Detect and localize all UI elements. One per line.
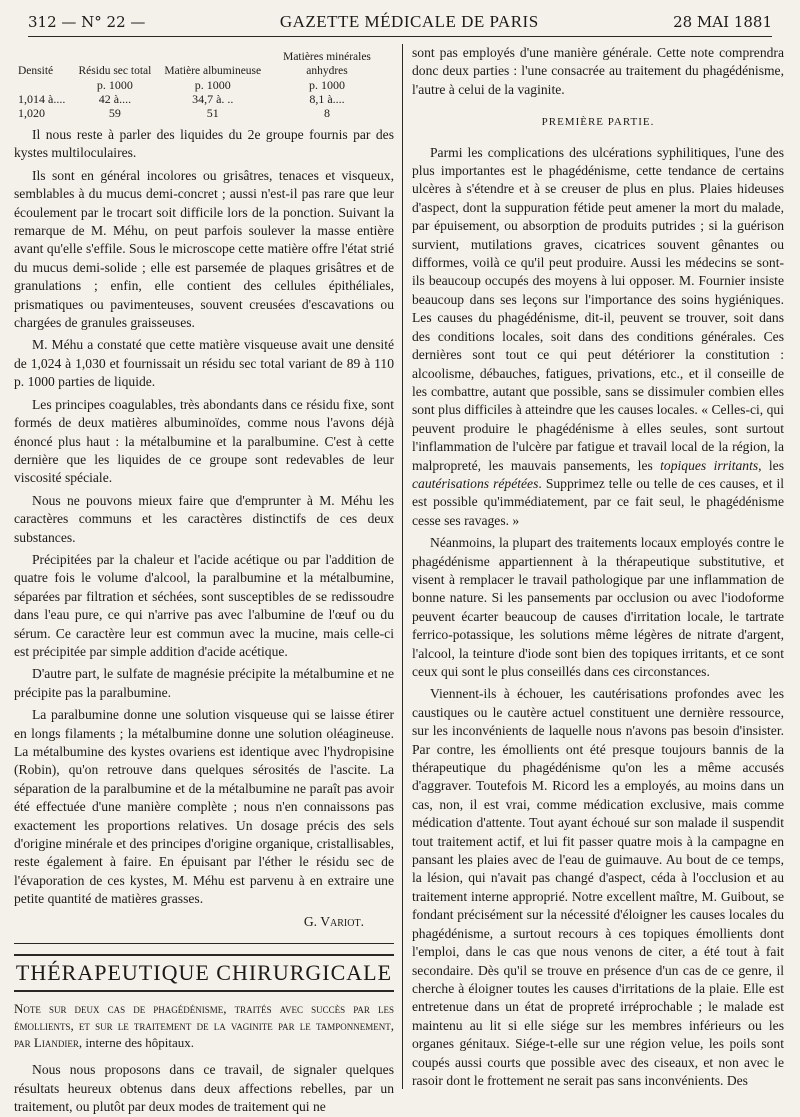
part-heading: PREMIÈRE PARTIE. bbox=[541, 116, 655, 129]
table-header: Résidu sec total bbox=[78, 65, 152, 77]
table-cell: p. 1000 bbox=[194, 78, 231, 92]
body-paragraph: Précipitées par la chaleur et l'acide acétique ou par l'addition de quatre fois le volume d'alcool, la paralbumine et la métalbumine, séparées par filtration et séchées, sont susceptibles de se redissoudre dans l'eau pure, ce qui n'arrive pas avec l'albumine de l'œuf ou du sérum. Ce caractère leur est commun avec la mucine, mais celle-ci est précipitée par simple addition d'acide acétique. bbox=[14, 551, 394, 659]
section-rule bbox=[14, 943, 394, 944]
page-header bbox=[28, 8, 772, 37]
note-suffix: interne des hôpitaux. bbox=[85, 1035, 195, 1051]
table-row bbox=[14, 106, 386, 120]
table-cell: 1,014 à.... bbox=[18, 92, 66, 106]
continuation-paragraph: sont pas employés d'une manière générale. Cette note comprendra donc deux parties : l'une consacrée au traitement du phagédénisme, l'autre à celui de la vaginite. bbox=[412, 45, 784, 97]
italic-term: topiques irritants bbox=[660, 457, 759, 473]
table-header: Densité bbox=[18, 65, 54, 77]
body-paragraph: Il nous reste à parler des liquides du 2e groupe fournis par des kystes multiloculaires. bbox=[14, 127, 394, 161]
intro-paragraph: Nous nous proposons dans ce travail, de signaler quelques résultats heureux obtenus dans deux affections rebelles, par un traitement, ou plutôt par deux modes de traitement qui ne bbox=[14, 1062, 394, 1115]
left-column bbox=[14, 44, 394, 1115]
author-signature: G. Variot. bbox=[303, 913, 364, 929]
issue-date: 28 MAI 1881 bbox=[673, 13, 772, 31]
body-paragraph bbox=[412, 144, 784, 531]
table-header-row bbox=[14, 50, 386, 78]
body-paragraph: D'autre part, le sulfate de magnésie précipite la métalbumine et ne précipite pas la paralbumine. bbox=[14, 666, 394, 700]
table-cell: 42 à.... bbox=[98, 92, 132, 106]
body-paragraph: M. Méhu a constaté que cette matière visqueuse avait une densité de 1,024 à 1,030 et fournissait un résidu sec total variant de 89 à 110 p. 1000 parties de liquide. bbox=[14, 337, 394, 390]
table-cell: 1,020 bbox=[18, 106, 45, 120]
journal-title: GAZETTE MÉDICALE DE PARIS bbox=[279, 12, 539, 31]
paragraph-text: , les bbox=[758, 457, 784, 473]
table-cell: p. 1000 bbox=[309, 78, 345, 92]
column-divider bbox=[402, 44, 403, 1089]
table-cell: p. 1000 bbox=[96, 78, 133, 92]
body-paragraph: Néanmoins, la plupart des traitements locaux employés contre le phagédénisme appartiennent à la thérapeutique substitutive, et visent à remplacer le travail pathologique par une inflammation de bonne nature. Si les pansements par occlusion ou avec l'iodoforme peuvent écarter beaucoup de causes d'irritation locale, le tartrate ferrico-potassique, les solutions même légères de nitrate d'argent, l'alcool, la teinture d'iode sont bien des topiques irritants, et ce sont ceux qui sont le plus conseillés dans ces circonstances. bbox=[412, 535, 784, 679]
note-title: Note sur deux cas de phagédénisme, traités avec succès par les émollients, et sur le traitement de la vaginite par le tamponnement, bbox=[14, 1001, 394, 1034]
table-cell bbox=[14, 78, 72, 92]
body-paragraph: La paralbumine donne une solution visqueuse qui se laisse étirer en longs filaments ; la métalbumine donne une solution oléagineuse. La métalbumine des kystes ovariens est identique avec l'hydropisine (Robin), qu'on retrouve dans quelques sérosités de l'ascite. La séparation de la paralbumine et de la métalbumine ne paraît pas avoir été effectuée d'une manière complète ; nous n'en connaissons pas exactement les proportions relatives. Un dosage précis des sels d'origine minérale et des principes d'origine organique, cristallisables, reste également à faire. En épuisant par l'éther le résidu sec de l'évaporation de ces kystes, M. Méhu est parvenu à en extraire une petite quantité de matières grasses. bbox=[14, 707, 394, 907]
body-paragraph: Viennent-ils à échouer, les cautérisations profondes avec les caustiques ou le cautère actuel constituent une dernière ressource, sur les inconvénients de laquelle nous n'avons pas besoin d'insister. Par contre, les émollients ont été presque toujours bannis de la thérapeutique du phagédénisme qu'on les a même accusés d'aggraver. Toutefois M. Ricord les a employés, au moins dans un cas, non, il est vrai, comme médication exclusive, mais comme médication d'attente. Tout ayant échoué sur son malade il suspendit tout traitement actif, et lui fit passer quatre mois à la campagne en pansant les plaies avec de l'eau de guimauve. Au bout de ce temps, la lésion, qui n'avait pas changé d'aspect, céda à l'occlusion et au traitement interne approprié. Notre excellent maître, M. Guibout, se fondant précisément sur la nécessité d'éloigner les causes locales du phagédénisme, a surtout recours à ces topiques émollients dont l'emploi, dans le cas que nous venons de citer, a été tout à fait secondaire. Dès qu'il se trouve en présence d'un cas de ce genre, il cherche à éloigner toutes les causes d'irritations de la plaie. Elle est entretenue dans un état de propreté irréprochable ; le malade est maintenu au lit si elle siége sur les membres inférieurs ou les organes génitaux. Siége-t-elle sur une région velue, les poils sont coupés aussi courts que possible avec des ciseaux, et non avec le rasoir dont le frottement ne serait pas sans inconvénients. Des bbox=[412, 686, 784, 1088]
body-paragraph: Nous ne pouvons mieux faire que d'emprunter à M. Méhu les caractères communs et les caractères distinctifs de ces deux substances. bbox=[14, 492, 394, 545]
table-cell: 8 bbox=[324, 106, 330, 120]
paragraph-text: Parmi les complications des ulcérations syphilitiques, l'une des plus importantes est le phagédénisme, cette tendance de certains ulcères à s'étendre et à se creuser de plus en plus. Plaies hideuses d'aspect, dont la suppuration fétide peut amener la mort du malade, par épuisement, ou absorption de produits putrides ; si la guérison survient, mutilations graves, cicatrices souvent gênantes ou difformes, voilà ce qu'il peut produire. Aussi les médecins se sont-ils beaucoup occupés des moyens à lui opposer. M. Fournier insiste beaucoup dans ses leçons sur l'importance des soins hygiéniques. Les causes du phagédénisme, dit-il, peuvent se trouver, soit dans des conditions locales, soit dans des conditions générales. Ces dernières sont tout ce qui peut détériorer la constitution : alcoolisme, débauches, fatigues, privations, etc., et il conseille de les combattre, autant que possible, sans se dissimuler combien elles sont plus difficiles à atteindre que les causes locales. « Celles-ci, qui peuvent produire le phagédénisme à elles seules, sont surtout l'inflammation de l'ulcère par fatigue et travail local de la région, la malpropreté, les mauvais pansements, les bbox=[412, 144, 784, 473]
paragraph-text: . Supprimez telle ou telle de ces causes, et il est possible qu'immédiatement, par ce fait seul, le phagédénisme cesse ses ravages. » bbox=[412, 475, 784, 528]
right-column bbox=[412, 44, 784, 1088]
page-number: 312 — N° 22 — bbox=[28, 13, 146, 31]
table-row bbox=[14, 92, 386, 106]
note-author: par Liandier, bbox=[14, 1035, 83, 1051]
body-paragraph: Les principes coagulables, très abondants dans ce résidu fixe, sont formés de deux matières albuminoïdes, comme nous l'avons déjà énoncé plus haut : la métalbumine et la paralbumine. C'est à cette dernière que les liquides de ce groupe sont redevables de leur viscosité spéciale. bbox=[14, 396, 394, 486]
analysis-table bbox=[14, 50, 386, 120]
article-note bbox=[14, 1000, 394, 1051]
table-header: Matière albumineuse bbox=[164, 65, 262, 77]
table-cell: 8,1 à.... bbox=[309, 92, 345, 106]
italic-term: cautérisations répétées bbox=[412, 475, 539, 491]
body-paragraph: Ils sont en général incolores ou grisâtres, tenaces et visqueux, semblables à du mucus demi-concret ; aussi n'est-il pas rare que leur écoulement par le trocart soit difficile lors de la ponction. Suivant la remarque de M. Méhu, on peut parfois soulever la masse entière avant qu'elle s'effile. Sous le microscope cette matière offre l'état strié du mucus demi-solide ; elle est parsemée de plaques grisâtres et de granulations ; enfin, elle contient des cellules épithéliales, prismatiques ou pavimenteuses, souvent creusées d'escavations ou chargées de granules graisseuses. bbox=[14, 167, 394, 331]
table-cell: 34,7 à. .. bbox=[192, 92, 234, 106]
table-cell: 51 bbox=[206, 106, 219, 120]
table-cell: 59 bbox=[108, 106, 121, 120]
section-title: THÉRAPEUTIQUE CHIRURGICALE bbox=[14, 954, 394, 992]
table-unit-row bbox=[14, 78, 386, 92]
table-header: Matières minérales anhydres bbox=[283, 51, 371, 77]
